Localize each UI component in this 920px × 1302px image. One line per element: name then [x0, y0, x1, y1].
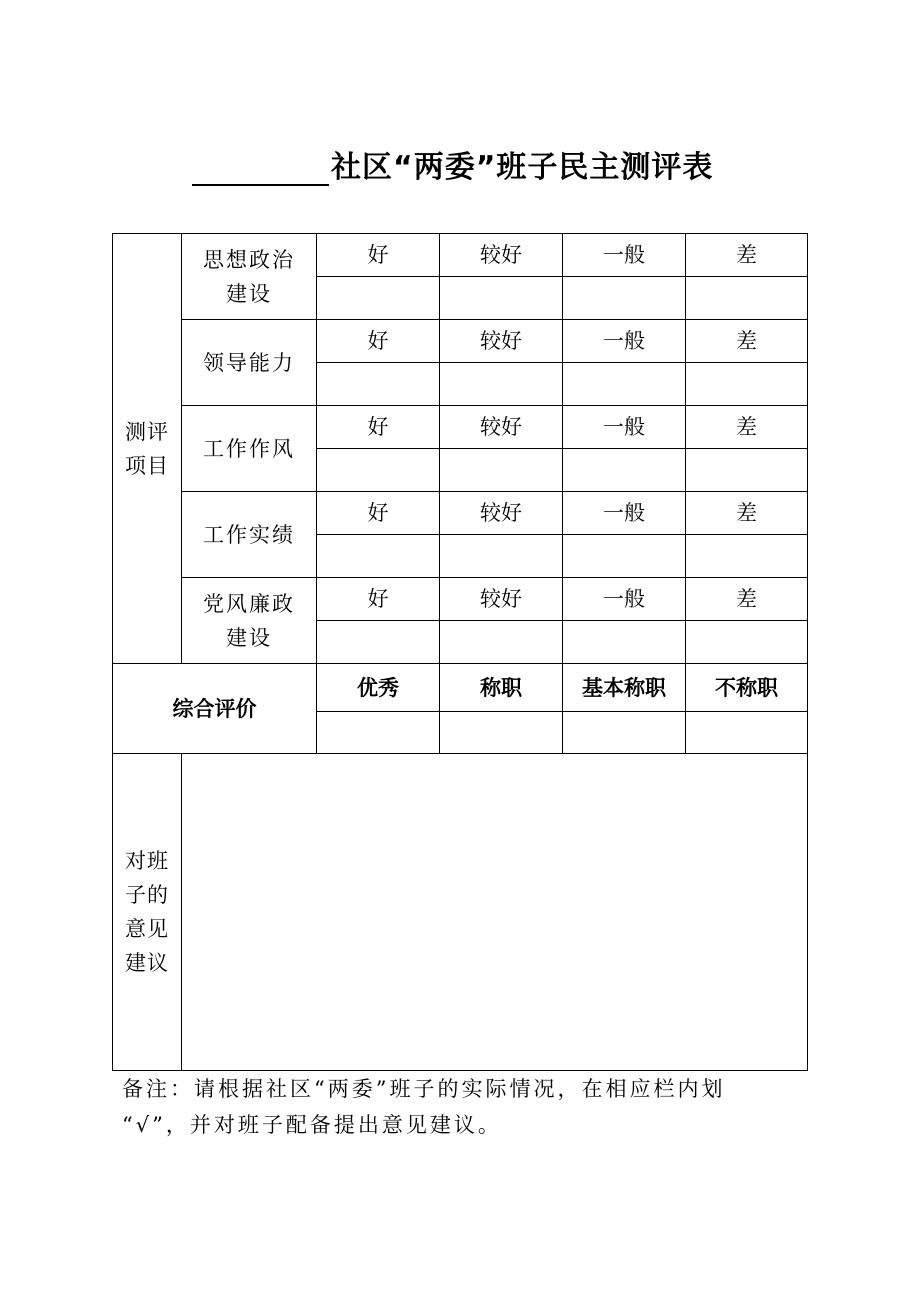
item-name-cell — [182, 578, 317, 664]
check-cell[interactable] — [317, 449, 440, 492]
suggestion-label: 对班子的意见建议 — [125, 849, 169, 975]
item-name-cell — [182, 234, 317, 320]
footnote-line-2: “√”，并对班子配备提出意见建议。 — [122, 1113, 502, 1137]
item-name: 党风廉政建设 — [203, 591, 295, 650]
section-label: 测评项目 — [125, 419, 169, 478]
item-name-cell — [182, 406, 317, 492]
option-label: 一般 — [563, 320, 686, 363]
check-cell[interactable] — [317, 363, 440, 406]
option-label: 较好 — [440, 320, 563, 363]
check-cell[interactable] — [440, 712, 563, 754]
option-label: 差 — [686, 578, 808, 621]
item-name-cell — [182, 320, 317, 406]
option-label: 差 — [686, 234, 808, 277]
check-cell[interactable] — [317, 712, 440, 754]
community-name-blank[interactable] — [192, 184, 329, 186]
overall-option: 不称职 — [686, 664, 808, 712]
option-label: 一般 — [563, 406, 686, 449]
option-label: 较好 — [440, 406, 563, 449]
check-cell[interactable] — [317, 621, 440, 664]
check-cell[interactable] — [686, 363, 808, 406]
option-label: 较好 — [440, 492, 563, 535]
page-title: 社区“两委”班子民主测评表 — [331, 150, 714, 185]
check-cell[interactable] — [686, 277, 808, 320]
check-cell[interactable] — [563, 712, 686, 754]
check-cell[interactable] — [440, 621, 563, 664]
option-label: 较好 — [440, 234, 563, 277]
option-label: 一般 — [563, 234, 686, 277]
check-cell[interactable] — [686, 621, 808, 664]
option-label: 较好 — [440, 578, 563, 621]
overall-label: 综合评价 — [113, 664, 317, 754]
option-label: 差 — [686, 406, 808, 449]
overall-option: 基本称职 — [563, 664, 686, 712]
item-name: 思想政治建设 — [203, 247, 295, 306]
suggestion-label-cell — [113, 754, 182, 1071]
check-cell[interactable] — [440, 449, 563, 492]
option-label: 好 — [317, 234, 440, 277]
overall-option: 称职 — [440, 664, 563, 712]
check-cell[interactable] — [563, 449, 686, 492]
suggestion-input-area[interactable] — [182, 754, 808, 1071]
footnote-line-1: 备注：请根据社区“两委”班子的实际情况，在相应栏内划 — [122, 1077, 726, 1101]
check-cell[interactable] — [563, 621, 686, 664]
footnote — [122, 1071, 812, 1143]
option-label: 差 — [686, 492, 808, 535]
check-cell[interactable] — [440, 363, 563, 406]
item-name: 工作作风 — [203, 436, 295, 461]
check-cell[interactable] — [563, 363, 686, 406]
form-title — [192, 146, 752, 190]
evaluation-table — [112, 233, 808, 1071]
option-label: 好 — [317, 320, 440, 363]
option-label: 一般 — [563, 492, 686, 535]
check-cell[interactable] — [440, 535, 563, 578]
check-cell[interactable] — [440, 277, 563, 320]
option-label: 好 — [317, 406, 440, 449]
check-cell[interactable] — [686, 449, 808, 492]
option-label: 好 — [317, 578, 440, 621]
check-cell[interactable] — [686, 535, 808, 578]
option-label: 差 — [686, 320, 808, 363]
option-label: 一般 — [563, 578, 686, 621]
check-cell[interactable] — [563, 535, 686, 578]
overall-option: 优秀 — [317, 664, 440, 712]
item-name: 工作实绩 — [203, 522, 295, 547]
check-cell[interactable] — [317, 535, 440, 578]
item-name-cell — [182, 492, 317, 578]
section-label-cell — [113, 234, 182, 664]
check-cell[interactable] — [686, 712, 808, 754]
check-cell[interactable] — [563, 277, 686, 320]
item-name: 领导能力 — [203, 350, 295, 375]
option-label: 好 — [317, 492, 440, 535]
check-cell[interactable] — [317, 277, 440, 320]
